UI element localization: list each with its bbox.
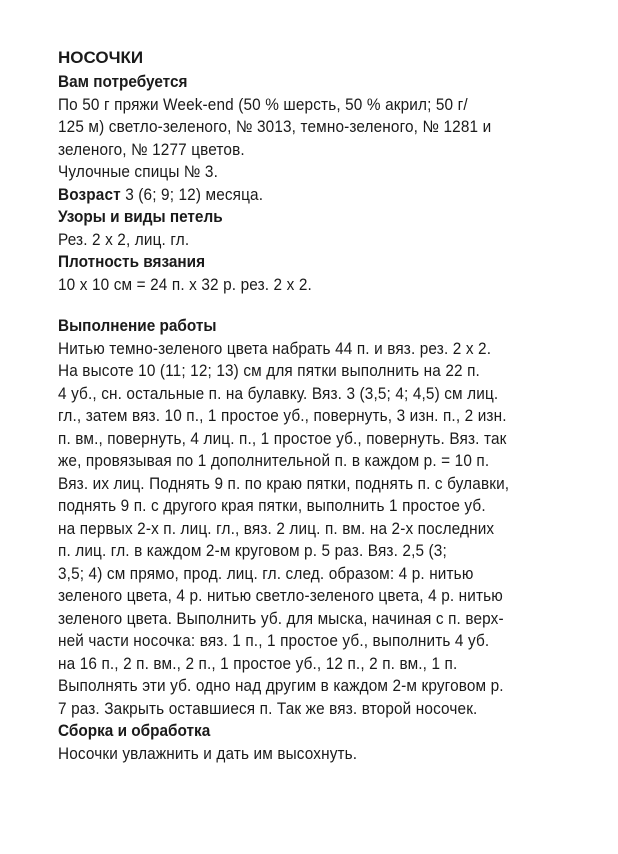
instructions-line: поднять 9 п. с другого края пятки, выполнить 1 простое уб. [58, 497, 486, 515]
instructions-line: На высоте 10 (11; 12; 13) см для пятки выполнить на 22 п. [58, 362, 480, 380]
gauge-heading: Плотность вязания [58, 253, 206, 271]
instructions-line: 7 раз. Закрыть оставшиеся п. Так же вяз. второй носочек. [58, 699, 478, 718]
instructions-line: гл., затем вяз. 10 п., 1 простое уб., повернуть, 3 изн. п., 2 изн. [58, 407, 507, 425]
materials-line: По 50 г пряжи Week-end (50 % шерсть, 50 % акрил; 50 г/ [58, 95, 468, 114]
patterns-line: Рез. 2 х 2, лиц. гл. [58, 230, 190, 249]
instructions-line: на первых 2-х п. лиц. гл., вяз. 2 лиц. п. вм. на 2-х последних [58, 519, 495, 538]
patterns-heading: Узоры и виды петель [58, 208, 223, 226]
instructions-line: Выполнять эти уб. одно над другим в каждом 2-м круговом р. [58, 677, 504, 695]
materials-line: Чулочные спицы № 3. [58, 163, 219, 181]
materials-heading: Вам потребуется [58, 73, 188, 91]
age-value: 3 (6; 9; 12) месяца. [120, 185, 264, 204]
instructions-line: 4 уб., сн. остальные п. на булавку. Вяз. 3 (3,5; 4; 4,5) см лиц. [58, 384, 499, 403]
assembly-heading: Сборка и обработка [58, 722, 211, 740]
assembly-line: Носочки увлажнить и дать им высохнуть. [58, 744, 358, 763]
materials-line: 125 м) светло-зеленого, № 3013, темно-зеленого, № 1281 и [58, 118, 492, 136]
instructions-line: ней части носочка: вяз. 1 п., 1 простое уб., выполнить 4 уб. [58, 632, 490, 650]
instructions-line: п. вм., повернуть, 4 лиц. п., 1 простое уб., повернуть. Вяз. так [58, 429, 507, 448]
pattern-page [58, 46, 603, 765]
age-line [58, 184, 565, 207]
instructions-line: же, провязывая по 1 дополнительной п. в каждом р. = 10 п. [58, 452, 490, 470]
instructions-line: 3,5; 4) см прямо, прод. лиц. гл. след. образом: 4 р. нитью [58, 564, 474, 583]
instructions-line: зеленого цвета, 4 р. нитью светло-зеленого цвета, 4 р. нитью [58, 587, 503, 605]
instructions-line: Нитью темно-зеленого цвета набрать 44 п. и вяз. рез. 2 х 2. [58, 339, 492, 358]
age-label: Возраст [58, 185, 121, 204]
instructions-heading: Выполнение работы [58, 317, 217, 335]
instructions-line: п. лиц. гл. в каждом 2-м круговом р. 5 раз. Вяз. 2,5 (3; [58, 542, 447, 560]
materials-line: зеленого, № 1277 цветов. [58, 140, 245, 159]
page-title: НОСОЧКИ [58, 48, 144, 67]
gauge-line: 10 х 10 см = 24 п. х 32 р. рез. 2 х 2. [58, 275, 312, 294]
instructions-line: Вяз. их лиц. Поднять 9 п. по краю пятки, поднять п. с булавки, [58, 474, 510, 493]
instructions-line: на 16 п., 2 п. вм., 2 п., 1 простое уб., 12 п., 2 п. вм., 1 п. [58, 654, 458, 673]
instructions-line: зеленого цвета. Выполнить уб. для мыска, начиная с п. верх- [58, 609, 504, 628]
